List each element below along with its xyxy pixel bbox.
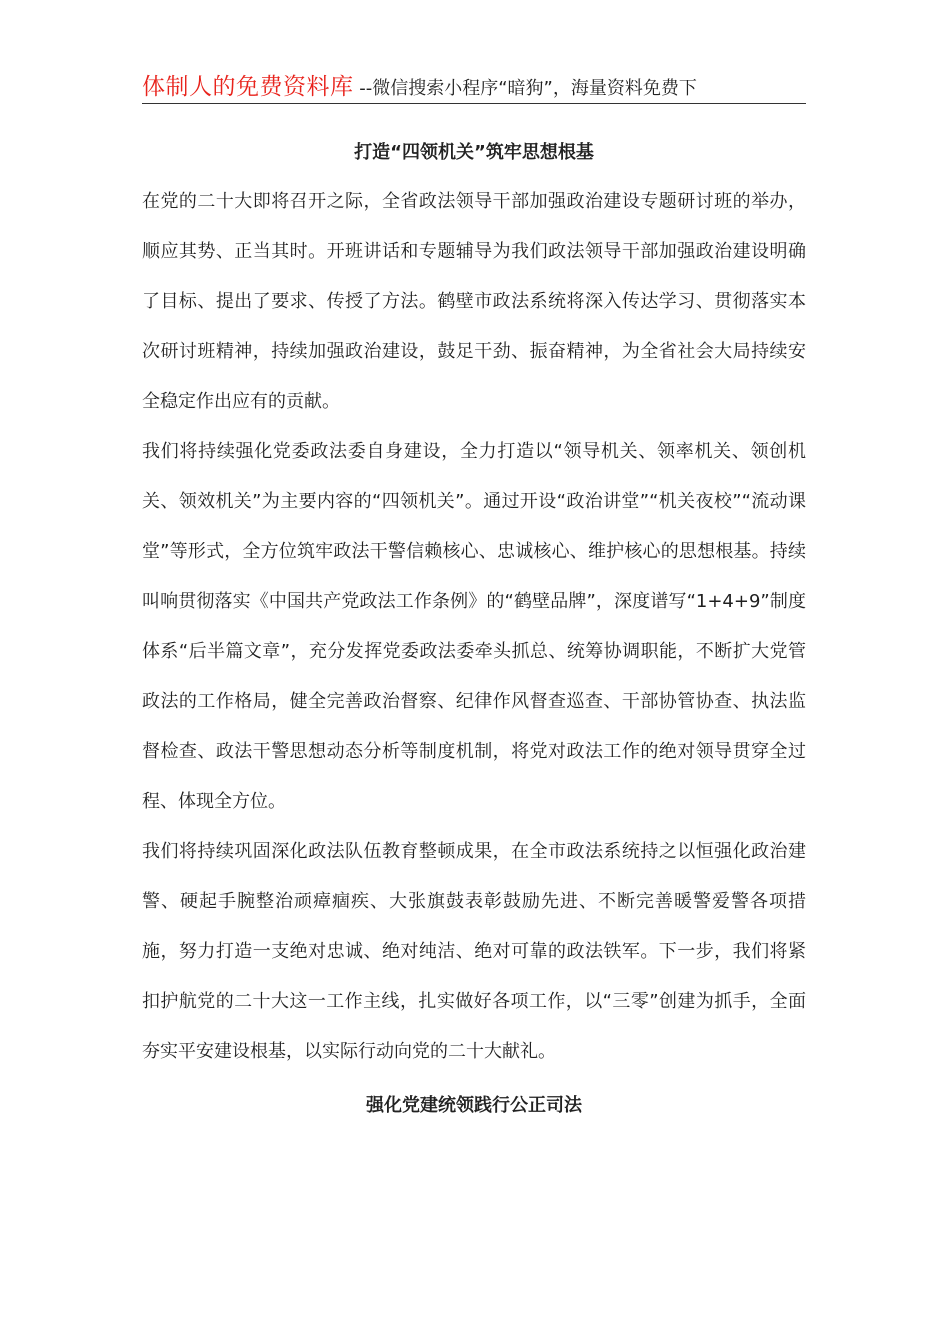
paragraph-2: 我们将持续强化党委政法委自身建设，全力打造以“领导机关、领率机关、领创机关、领效机关”为主要内容的“四领机关”。通过开设“政治讲堂”“机关夜校”“流动课堂”等形式，全方位筑牢政法干警信赖核心、忠诚核心、维护核心的思想根基。持续叫响贯彻落实《中国共产党政法工作条例》的“鹤壁品牌”，深度谱写“1+4+9”制度体系“后半篇文章”，充分发挥党委政法委牵头抓总、统筹协调职能，不断扩大党管政法的工作格局，健全完善政治督察、纪律作风督查巡查、干部协管协查、执法监督检查、政法干警思想动态分析等制度机制，将党对政法工作的绝对领导贯穿全过程、体现全方位。 xyxy=(142,441,806,812)
page-header xyxy=(142,68,806,104)
article-title: 打造“四领机关”筑牢思想根基 xyxy=(354,142,594,163)
paragraph-1: 在党的二十大即将召开之际，全省政法领导干部加强政治建设专题研讨班的举办，顺应其势、正当其时。开班讲话和专题辅导为我们政法领导干部加强政治建设明确了目标、提出了要求、传授了方法。鹤壁市政法系统将深入传达学习、贯彻落实本次研讨班精神，持续加强政治建设，鼓足干劲、振奋精神，为全省社会大局持续安全稳定作出应有的贡献。 xyxy=(142,191,806,412)
paragraph-3: 我们将持续巩固深化政法队伍教育整顿成果，在全市政法系统持之以恒强化政治建警、硬起手腕整治顽瘴痼疾、大张旗鼓表彰鼓励先进、不断完善暖警爱警各项措施，努力打造一支绝对忠诚、绝对纯洁、绝对可靠的政法铁军。下一步，我们将紧扣护航党的二十大这一工作主线，扎实做好各项工作，以“三零”创建为抓手，全面夯实平安建设根基，以实际行动向党的二十大献礼。 xyxy=(142,841,806,1062)
header-slogan: --微信搜索小程序“暗狗”，海量资料免费下 xyxy=(353,78,697,99)
section-heading: 强化党建统领践行公正司法 xyxy=(366,1095,582,1116)
brand-title: 体制人的免费资料库 xyxy=(142,74,354,100)
